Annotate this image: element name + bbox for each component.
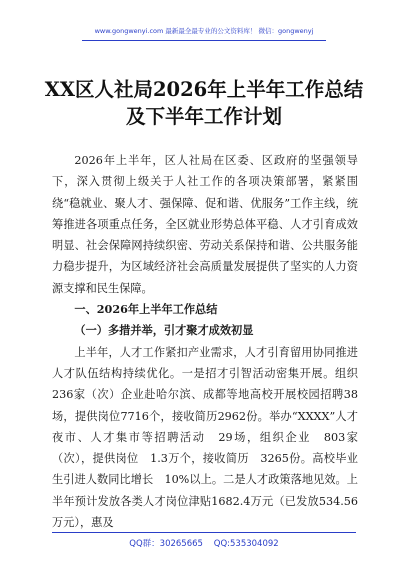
header-divider [82,40,326,41]
footer-qq: QQ:535304092 [213,539,279,549]
document-body [52,150,358,533]
subsection-paragraph: 上半年，人才工作紧扣产业需求，人才引育留用协同推进人才队伍结构持续优化。一是招才引智活动密集开展。组织236家（次）企业赴哈尔滨、成都等地高校开展校园招聘38场，提供岗位7716个，接收简历2962份。举办“XXXX”人才夜市、人才集市等招聘活动 29场，组织企业 803家（次），提供岗位 1.3万个，接收简历 3265份。高校毕业生引进人数同比增长 10%以上。二是人才政策落地见效。上半年预计发放各类人才岗位津贴1682.4万元（已发放534.56万元），惠及 [52,345,358,530]
intro-paragraph: 2026年上半年，区人社局在区委、区政府的坚强领导下，深入贯彻上级关于人社工作的各项决策部署，紧紧围绕“稳就业、聚人才、强保障、促和谐、优服务”工作主线，统筹推进各项重点任务，全区就业形势总体平稳、人才引育成效明显、社会保障网持续织密、劳动关系保持和谐、公共服务能力稳步提升，为区域经济社会高质量发展提供了坚实的人力资源支撑和民生保障。 [52,154,358,295]
section-heading: 一、2026年上半年工作总结 [74,302,218,317]
footer-divider [52,532,356,533]
footer-qq-group: QQ群：30265665 [129,539,203,549]
page-header: www.gongwenyi.com 最新最全最专业的公文资料库！ 微信：gongwenyj [94,27,314,35]
subsection-heading: （一）多措并举，引才聚才成效初显 [74,323,254,338]
page-footer [0,537,408,549]
document-title: XX区人社局2026年上半年工作总结及下半年工作计划 [44,78,364,128]
